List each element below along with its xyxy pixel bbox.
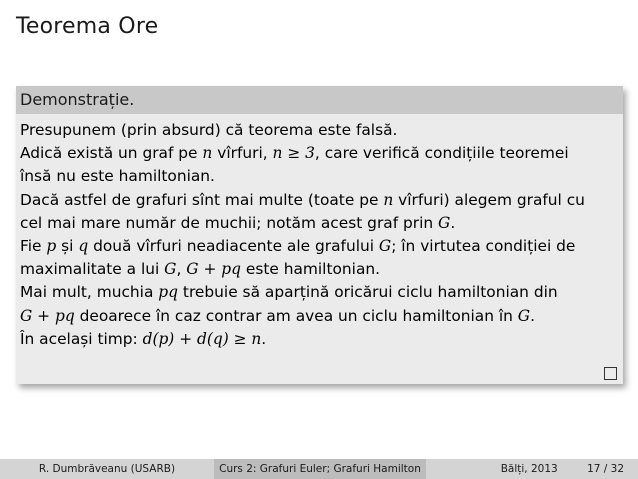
proof-text: , care verifică condițiile teoremei bbox=[314, 144, 569, 163]
proof-line bbox=[20, 281, 617, 304]
math-expression: G + pq bbox=[20, 306, 75, 325]
proof-text: vîrfuri) alegem graful cu bbox=[393, 190, 585, 209]
proof-line bbox=[20, 235, 617, 258]
math-expression: n ≥ 3 bbox=[272, 144, 315, 163]
math-expression: G bbox=[164, 260, 177, 279]
proof-line bbox=[20, 328, 617, 351]
footer-place-date: Bălți, 2013 bbox=[500, 463, 558, 475]
proof-text: cel mai mare număr de muchii; notăm acest graf prin bbox=[20, 213, 439, 232]
proof-text: două vîrfuri neadiacente ale grafului bbox=[88, 237, 379, 256]
math-expression: n bbox=[202, 144, 213, 163]
proof-text: maximalitate a lui bbox=[20, 260, 165, 279]
proof-text: Adică există un graf pe bbox=[20, 144, 203, 163]
proof-text: Presupunem (prin absurd) că teorema este falsă. bbox=[20, 121, 398, 139]
footer-bar bbox=[0, 459, 638, 479]
proof-line bbox=[20, 165, 617, 188]
proof-text: . bbox=[261, 329, 267, 348]
math-expression: d(p) + d(q) ≥ n bbox=[142, 329, 262, 348]
math-expression: p bbox=[46, 237, 57, 256]
slide-title: Teorema Ore bbox=[16, 14, 159, 39]
proof-text: Mai mult, muchia bbox=[20, 283, 159, 302]
proof-text: și bbox=[56, 237, 79, 256]
footer-author: R. Dumbrăveanu (USARB) bbox=[0, 459, 214, 479]
proof-body bbox=[16, 114, 623, 351]
proof-text: este hamiltonian. bbox=[240, 260, 381, 279]
proof-text: În același timp: bbox=[20, 329, 143, 348]
proof-text: . bbox=[450, 213, 456, 232]
proof-text: trebuie să aparțină oricărui ciclu hamiltonian din bbox=[178, 283, 558, 302]
math-expression: pq bbox=[158, 283, 179, 302]
proof-header: Demonstrație. bbox=[16, 86, 623, 114]
proof-block bbox=[16, 86, 623, 384]
proof-text: Dacă astfel de grafuri sînt mai multe (toate pe bbox=[20, 190, 384, 209]
footer-page-number: 17 / 32 bbox=[587, 463, 624, 475]
proof-text: deoarece în caz contrar am avea un ciclu hamiltonian în bbox=[74, 306, 518, 325]
math-expression: n bbox=[383, 190, 394, 209]
math-expression: G + pq bbox=[186, 260, 241, 279]
proof-line bbox=[20, 189, 617, 212]
proof-text: ; în virtutea condiției de bbox=[391, 237, 576, 256]
proof-text: însă nu este hamiltonian. bbox=[20, 167, 215, 186]
proof-line bbox=[20, 212, 617, 235]
math-expression: q bbox=[78, 237, 89, 256]
proof-line bbox=[20, 258, 617, 281]
proof-line bbox=[20, 305, 617, 328]
proof-text: vîrfuri, bbox=[212, 144, 273, 163]
math-expression: G bbox=[378, 237, 392, 256]
math-expression: G bbox=[517, 306, 531, 325]
proof-line bbox=[20, 142, 617, 165]
proof-text: Fie bbox=[20, 237, 47, 256]
footer-course: Curs 2: Grafuri Euler; Grafuri Hamilton bbox=[214, 459, 426, 479]
proof-text: , bbox=[176, 260, 187, 279]
footer-right bbox=[426, 459, 638, 479]
proof-line bbox=[20, 119, 617, 142]
qed-square-icon bbox=[604, 367, 617, 380]
proof-text: . bbox=[530, 306, 535, 325]
math-expression: G bbox=[438, 213, 451, 232]
